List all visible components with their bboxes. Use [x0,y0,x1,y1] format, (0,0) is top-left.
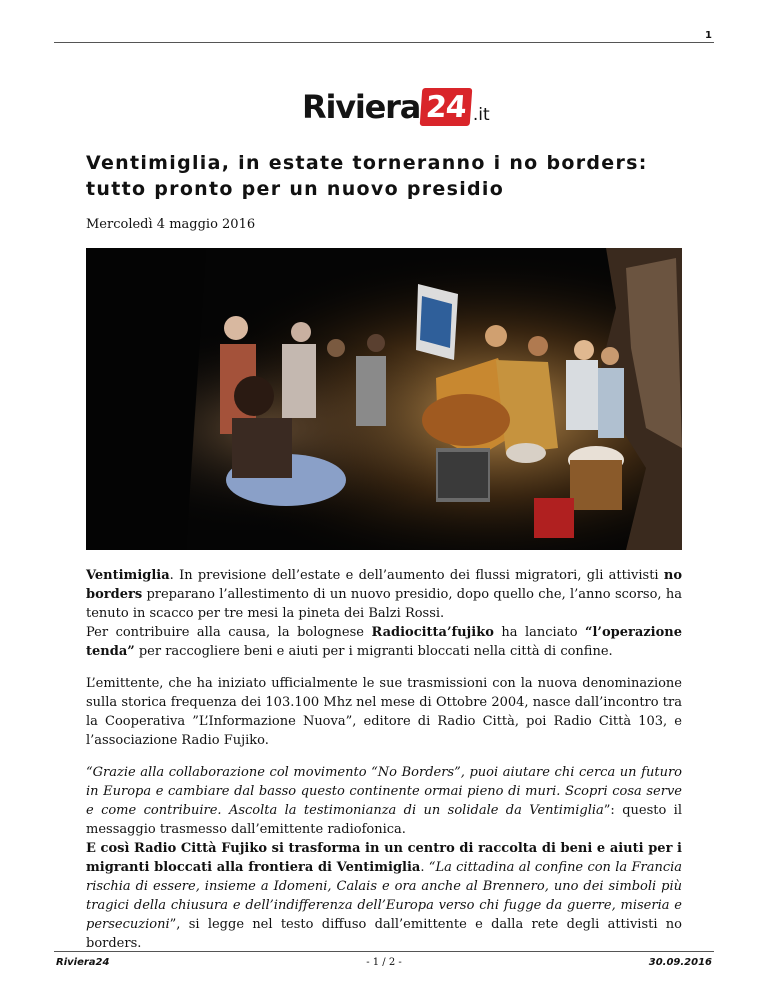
paragraph-2 [86,623,682,661]
footer-divider [54,951,714,952]
header-divider [54,42,714,43]
footer-date: 30.09.2016 [648,957,712,968]
p5-bold: E così Radio Città Fujiko si trasforma in un centro di raccolta di beni e aiuti per i migranti bloccati alla frontiera di Ventimiglia [86,841,682,875]
page-number: 1 [705,30,712,41]
p1-bold-ventimiglia: Ventimiglia [86,568,170,583]
footer-source: Riviera24 [56,957,110,968]
p2-text-3: per raccogliere beni e aiuti per i migranti bloccati nella città di confine. [134,644,613,659]
p2-bold-radio: Radiocitta’fujiko [371,625,494,640]
logo-tld: .it [472,105,490,125]
p5-text-2: ”, si legge nel testo diffuso dall’emittente e dalla rete degli attivisti no borders. [86,917,682,951]
p1-text-1: . In previsione dell’estate e dell’aumento dei flussi migratori, gli attivisti [169,568,664,583]
article-date: Mercoledì 4 maggio 2016 [86,217,256,232]
p4-text: ”: questo il messaggio trasmesso dall’emittente radiofonica. [86,803,683,837]
paragraph-4 [86,763,682,839]
riviera24-logo [302,84,490,126]
logo-word: Riviera [302,88,421,126]
paragraph-5 [86,839,682,953]
p5-text-1: . [420,860,429,875]
p2-text-1: Per contribuire alla causa, la bolognese [86,625,372,640]
logo-badge: 24 [420,88,472,126]
p4-quote: “Grazie alla collaborazione col movimento “No Borders”, puoi aiutare chi cerca un futuro in Europa e cambiare dal basso questo continente ormai pieno di muri. Scopri cosa serve e come contribuire. Ascolta la testimonianza di un solidale da Ventimiglia [86,765,682,818]
p1-bold-no-borders: no borders [86,568,682,602]
article-body [86,566,682,953]
footer-page-count: - 1 / 2 - [366,957,402,968]
p1-text-2: preparano l’allestimento di un nuovo presidio, dopo quello che, l’anno scorso, ha tenuto in scacco per tre mesi la pineta dei Balzi Rossi. [86,587,682,621]
paragraph-1 [86,566,682,623]
p2-bold-operazione: “l’operazione tenda” [86,625,682,659]
p5-quote: “La cittadina al confine con la Francia rischia di essere, insieme a Idomeni, Calais e ora anche al Brennero, uno dei simboli più tragici della chiusura e dell’indifferenza dell’Europa verso chi fugge da guerre, miseria e persecuzioni [86,860,683,932]
article-photo [86,248,682,550]
article-title: Ventimiglia, in estate torneranno i no borders: tutto pronto per un nuovo presidio [86,152,648,200]
concert-photo-illustration [86,248,682,550]
p2-text-2: ha lanciato [493,625,586,640]
paragraph-3: L’emittente, che ha iniziato ufficialmente le sue trasmissioni con la nuova denominazione sulla storica frequenza dei 103.100 Mhz nel mese di Ottobre 2004, nasce dall’incontro tra la Cooperativa ”L’Informazione Nuova”, editore di Radio Città, poi Radio Città 103, e l’associazione Radio Fujiko. [86,676,682,748]
